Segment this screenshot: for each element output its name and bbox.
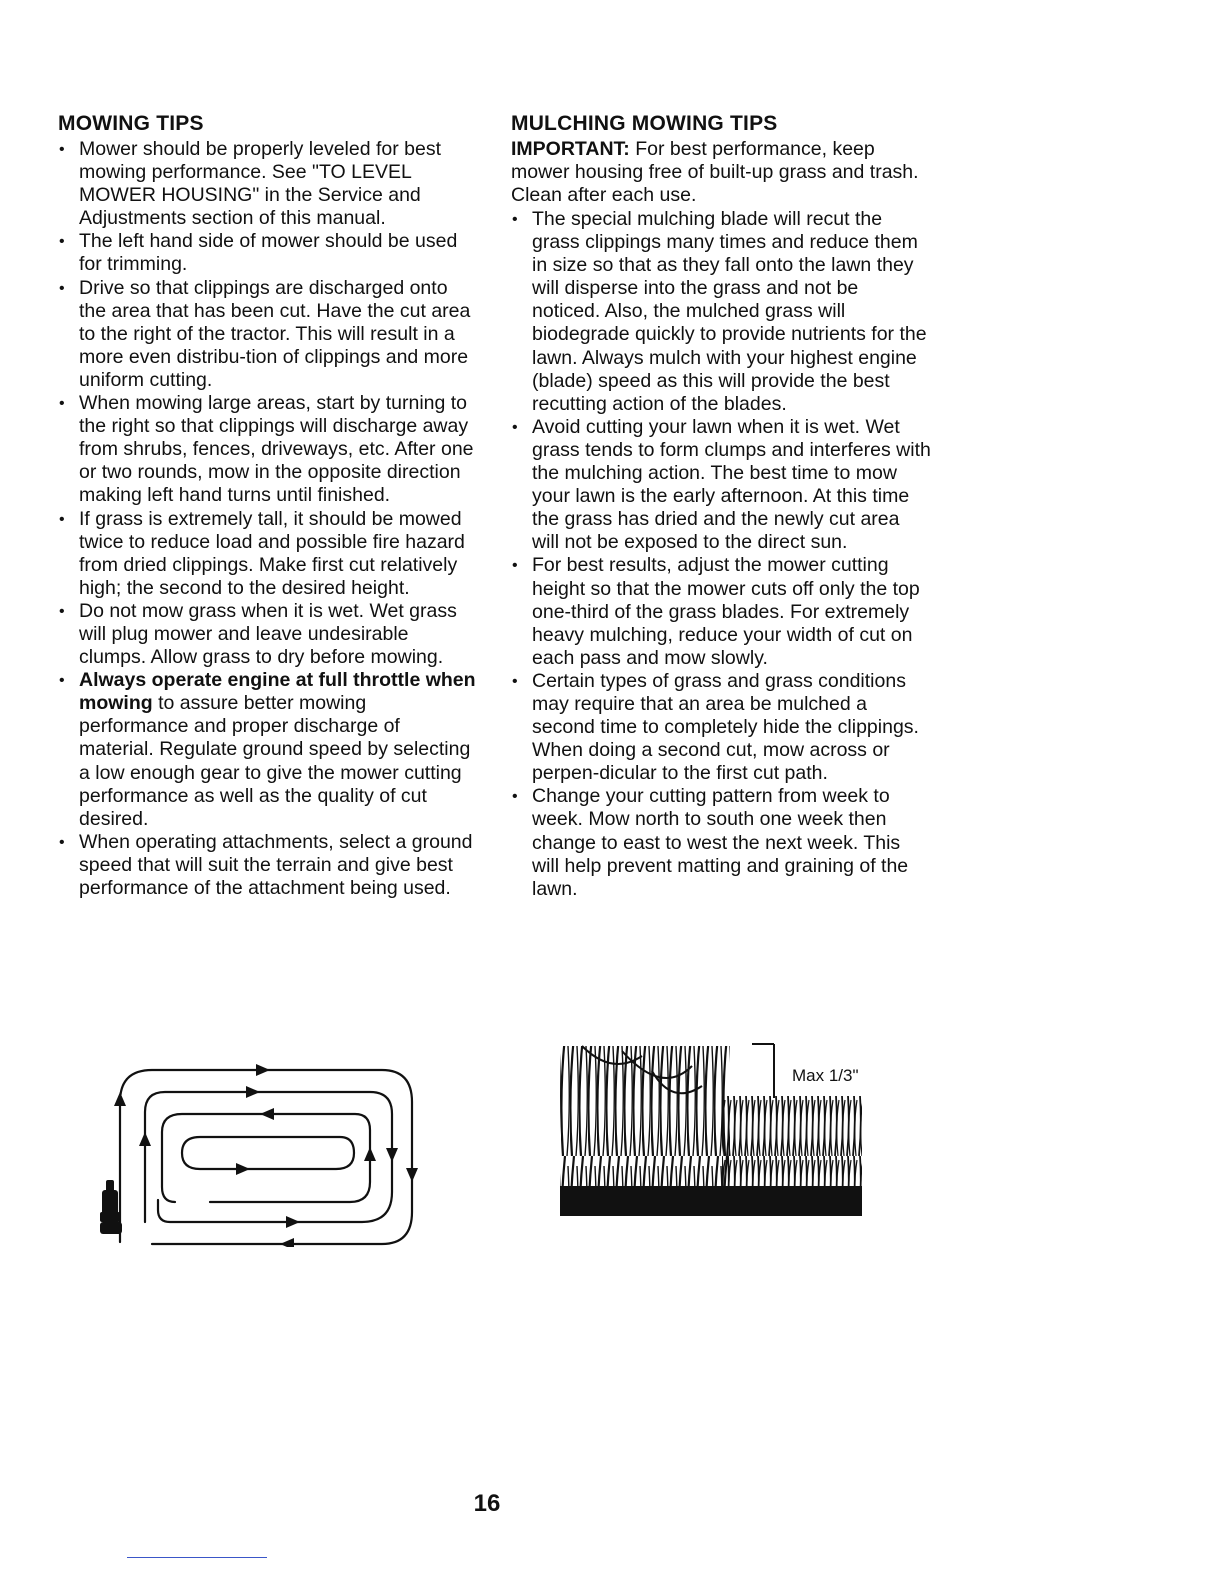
list-item: • When operating attachments, select a ground speed that will suit the terrain and give best performance of the attachment being used. [58,831,478,900]
throttle-bold-text: Always operate engine at full throttle when mowing [79,669,476,715]
mowing-tips-list [58,138,478,900]
list-item-throttle [58,669,478,831]
grass-height-figure [552,1036,882,1226]
list-item: • Certain types of grass and grass conditions may require that an area be mulched a second time to completely hide the clippings. When doing a second cut, mow across or perpen-dicular to the first cut path. [511,670,931,785]
tractor-icon [100,1180,122,1234]
list-item: • For best results, adjust the mower cutting height so that the mower cuts off only the top one-third of the grass blades. For extremely heavy mulching, reduce your width of cut on each pass and mow slowly. [511,554,931,669]
list-item: • Avoid cutting your lawn when it is wet. Wet grass tends to form clumps and interferes with the mulching action. The best time to mow your lawn is the early afternoon. At this time the grass has dried and the newly cut area will not be exposed to the direct sun. [511,416,931,555]
footer-line [127,1557,267,1558]
max-height-label: Max 1/3" [792,1066,859,1085]
mowing-tips-heading: MOWING TIPS [58,112,204,135]
important-note [511,138,931,207]
mulching-tips-list [511,208,931,901]
mulching-tips-section [511,112,931,901]
mowing-pattern-figure [100,1062,430,1247]
mulching-tips-heading: MULCHING MOWING TIPS [511,112,778,135]
throttle-rest-text: to assure better mowing performance and proper discharge of material. Regulate ground speed by selecting a low enough gear to give the mower cutting performance as well as the quality of cut desired. [79,692,471,830]
list-item: • When mowing large areas, start by turning to the right so that clippings will discharge away from shrubs, fences, driveways, etc. After one or two rounds, mow in the opposite direction making left hand turns until finished. [58,392,478,507]
important-text: For best performance, keep mower housing free of built-up grass and trash. Clean after each use. [511,138,919,206]
list-item: • Drive so that clippings are discharged onto the area that has been cut. Have the cut area to the right of the tractor. This will result in a more even distribu-tion of clippings and more uniform cutting. [58,277,478,392]
list-item: • The special mulching blade will recut the grass clippings many times and reduce them in size so that as they fall onto the lawn they will disperse into the grass and not be noticed. Also, the mulched grass will biodegrade quickly to provide nutrients for the lawn. Always mulch with your highest engine (blade) speed as this will provide the best recutting action of the blades. [511,208,931,416]
list-item: • The left hand side of mower should be used for trimming. [58,230,478,276]
important-label: IMPORTANT: [511,138,630,160]
list-item: • If grass is extremely tall, it should be mowed twice to reduce load and possible fire hazard from dried clippings. Make first cut relatively high; the second to the desired height. [58,508,478,600]
list-item: • Do not mow grass when it is wet. Wet grass will plug mower and leave undesirable clumps. Allow grass to dry before mowing. [58,600,478,669]
list-item: • Mower should be properly leveled for best mowing performance. See "TO LEVEL MOWER HOUSING" in the Service and Adjustments section of this manual. [58,138,478,230]
mowing-tips-section [58,112,478,900]
page-number: 16 [473,1490,501,1517]
list-item: • Change your cutting pattern from week to week. Mow north to south one week then change to east to west the next week. This will help prevent matting and graining of the lawn. [511,785,931,900]
